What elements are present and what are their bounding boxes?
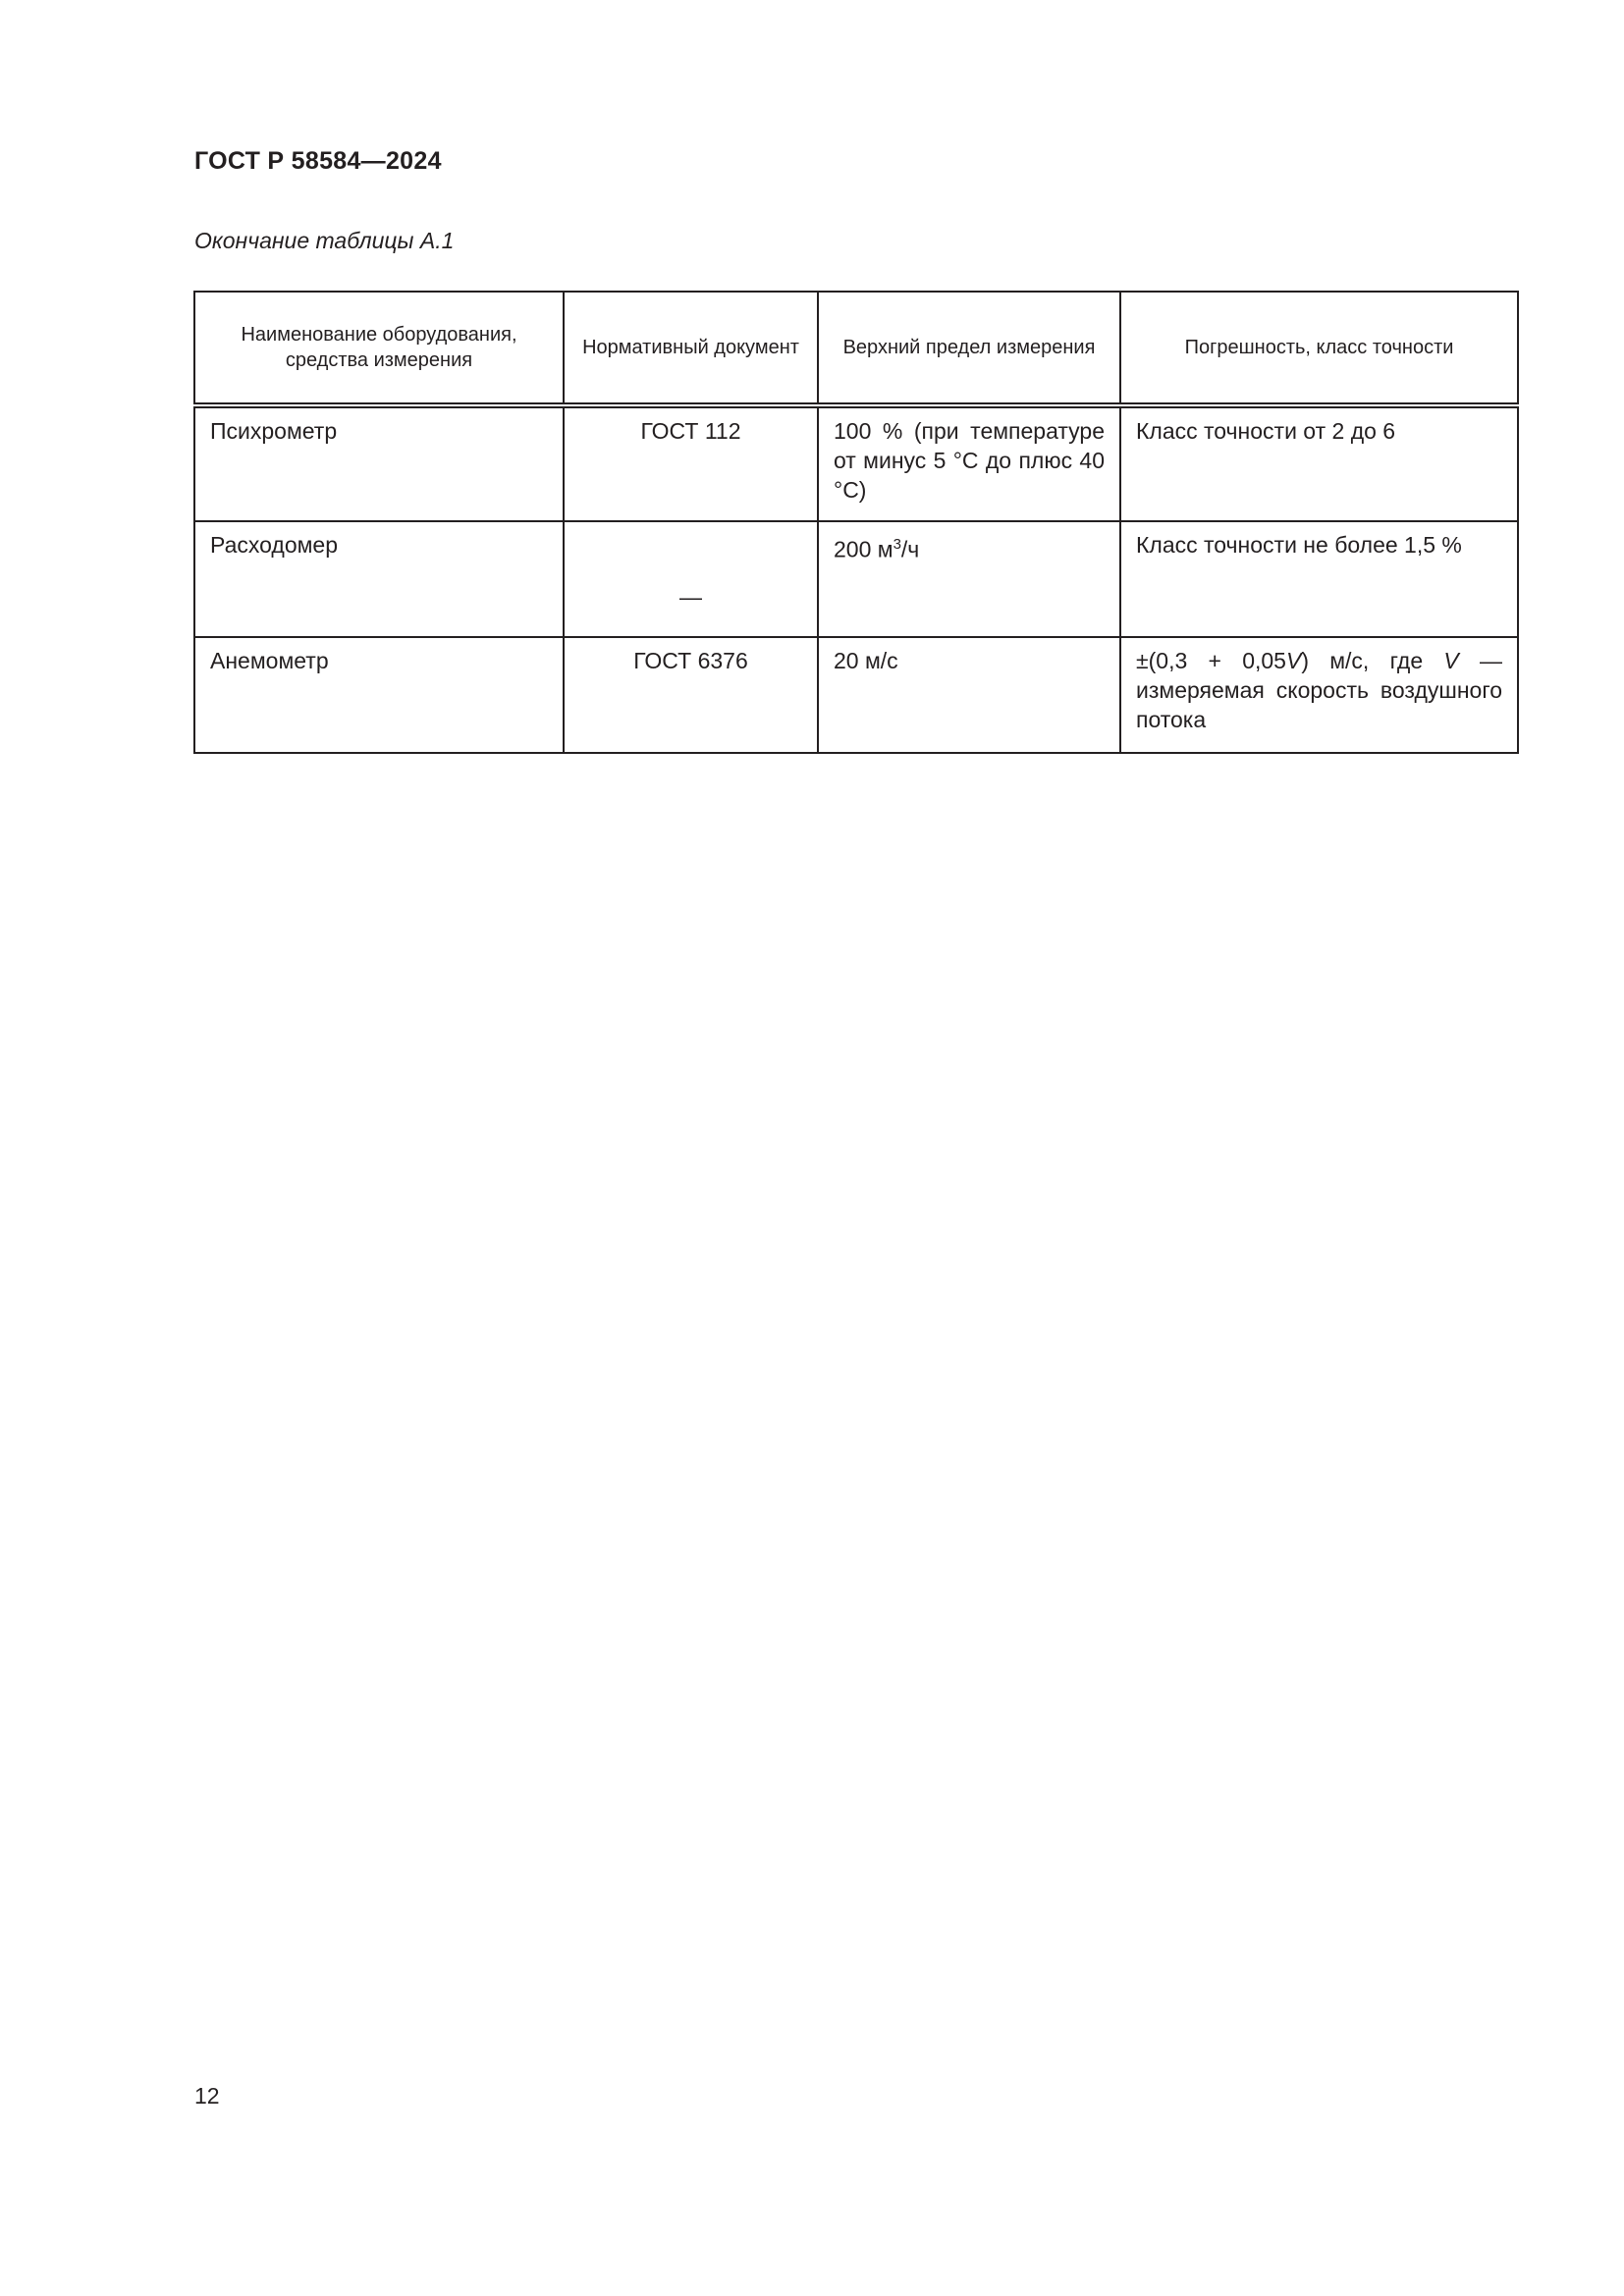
cell-upper-limit: 100 % (при температуре от минус 5 °С до плюс 40 °С) [818, 405, 1120, 521]
accuracy-middle: ) м/с, где [1301, 648, 1444, 673]
column-header-upper-limit: Верхний предел измерения [818, 292, 1120, 405]
document-id: ГОСТ Р 58584—2024 [194, 147, 442, 175]
cell-accuracy: Класс точности не более 1,5 % [1120, 521, 1518, 637]
limit-superscript: 3 [893, 536, 901, 553]
table-caption: Окончание таблицы А.1 [194, 228, 455, 253]
table-row [194, 637, 1518, 753]
cell-upper-limit: 20 м/с [818, 637, 1120, 753]
cell-name: Анемометр [194, 637, 564, 753]
table-row [194, 521, 1518, 637]
accuracy-variable-2: V [1443, 648, 1459, 673]
cell-name: Психрометр [194, 405, 564, 521]
cell-name: Расходомер [194, 521, 564, 637]
cell-accuracy: Класс точности от 2 до 6 [1120, 405, 1518, 521]
table-row [194, 405, 1518, 521]
cell-document: ГОСТ 112 [564, 405, 818, 521]
accuracy-prefix: ±(0,3 + 0,05 [1136, 648, 1286, 673]
cell-upper-limit [818, 521, 1120, 637]
limit-value: 200 м [834, 536, 893, 562]
cell-document: ГОСТ 6376 [564, 637, 818, 753]
cell-accuracy [1120, 637, 1518, 753]
page-number: 12 [194, 2083, 220, 2109]
cell-document: — [564, 521, 818, 637]
accuracy-variable: V [1285, 648, 1302, 673]
accuracy-suffix: — измеряемая скорость воздушного потока [1136, 648, 1503, 732]
limit-unit: /ч [900, 536, 920, 562]
table-header-row [194, 292, 1518, 405]
equipment-table [193, 291, 1519, 754]
column-header-document: Нормативный документ [564, 292, 818, 405]
column-header-accuracy: Погрешность, класс точности [1120, 292, 1518, 405]
column-header-name: Наименование оборудования, средства измерения [194, 292, 564, 405]
